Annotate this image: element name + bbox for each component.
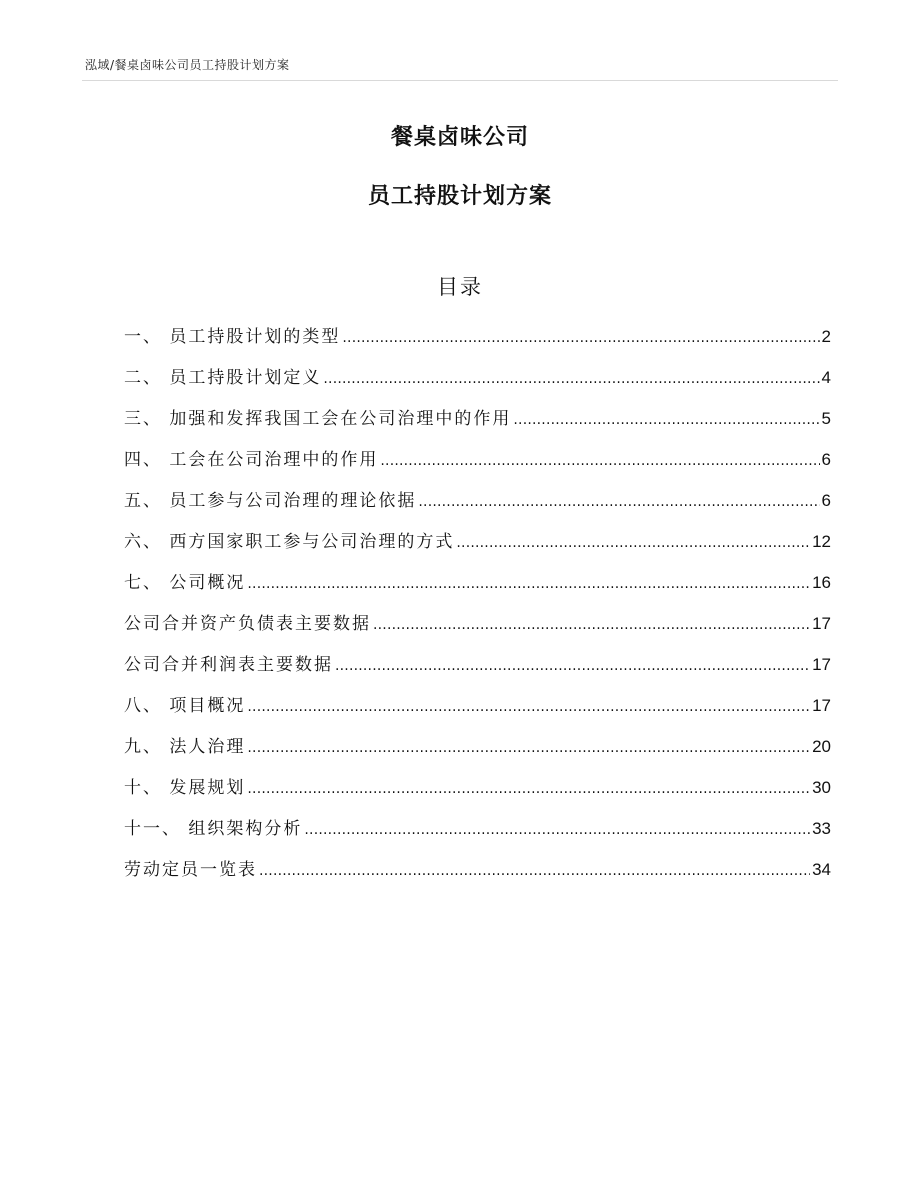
toc-dot-leader: [456, 527, 810, 558]
toc-dot-leader: [247, 773, 810, 804]
toc-entry-title: 员工参与公司治理的理论依据: [169, 491, 417, 511]
toc-dot-leader: [513, 404, 819, 435]
toc-entry-title: 员工持股计划的类型: [169, 327, 341, 347]
toc-dot-leader: [247, 568, 810, 599]
toc-entry-page-number: 6: [821, 491, 831, 510]
toc-entry-number: 二、: [124, 368, 170, 388]
toc-dot-leader: [373, 609, 810, 640]
toc-entry-number: 九、: [124, 737, 170, 757]
toc-heading: 目录: [437, 275, 483, 299]
toc-entry-page-number: 16: [812, 573, 831, 592]
toc-entry[interactable]: [124, 527, 831, 568]
toc-entry-page-number: 2: [821, 327, 831, 346]
toc-entry-page-number: 5: [821, 409, 831, 428]
toc-entry-title: 西方国家职工参与公司治理的方式: [169, 532, 455, 552]
toc-entry-page-number: 30: [812, 778, 831, 797]
toc-dot-leader: [323, 363, 819, 394]
toc-entry-title: 公司概况: [169, 573, 246, 593]
toc-entry-number: 六、: [124, 532, 170, 552]
toc-entry[interactable]: [124, 322, 831, 363]
toc-entry-title: 员工持股计划定义: [169, 368, 322, 388]
toc-entry-title: 项目概况: [169, 696, 246, 716]
toc-entry-number: 五、: [124, 491, 170, 511]
toc-dot-leader: [304, 814, 810, 845]
document-subtitle: 员工持股计划方案: [367, 184, 552, 209]
toc-dot-leader: [247, 691, 810, 722]
toc-entry[interactable]: [124, 773, 831, 814]
toc-entry[interactable]: [124, 404, 831, 445]
toc-dot-leader: [418, 486, 819, 517]
toc-entry-title: 工会在公司治理中的作用: [169, 450, 379, 470]
toc-entry-number: 三、: [124, 409, 170, 429]
toc-entry-number: 八、: [124, 696, 170, 716]
toc-entry-page-number: 12: [812, 532, 831, 551]
toc-entry-page-number: 17: [812, 696, 831, 715]
toc-dot-leader: [259, 855, 810, 886]
toc-entry-page-number: 34: [812, 860, 831, 879]
toc-entry-number: 十、: [124, 778, 170, 798]
toc-entry-page-number: 17: [812, 614, 831, 633]
toc-entry-title: 发展规划: [169, 778, 246, 798]
toc-entry-page-number: 20: [812, 737, 831, 756]
toc-entry-title: 公司合并资产负债表主要数据: [124, 614, 371, 634]
toc-entry-number: 十一、: [124, 819, 189, 839]
toc-entry-title: 加强和发挥我国工会在公司治理中的作用: [169, 409, 512, 429]
toc-entry[interactable]: [124, 363, 831, 404]
header-divider: [82, 80, 838, 81]
toc-entry[interactable]: [124, 814, 831, 855]
toc-entry-page-number: 33: [812, 819, 831, 838]
toc-dot-leader: [380, 445, 819, 476]
toc-entry[interactable]: [124, 445, 831, 486]
toc-entry-number: 四、: [124, 450, 170, 470]
toc-entry-title: 劳动定员一览表: [124, 860, 257, 880]
table-of-contents: [124, 322, 831, 896]
toc-entry-number: 七、: [124, 573, 170, 593]
toc-entry-title: 组织架构分析: [188, 819, 303, 839]
toc-entry-page-number: 6: [821, 450, 831, 469]
toc-entry-page-number: 4: [821, 368, 831, 387]
toc-entry-number: 一、: [124, 327, 170, 347]
toc-entry[interactable]: [124, 650, 831, 691]
toc-entry[interactable]: [124, 855, 831, 896]
document-title: 餐桌卤味公司: [390, 125, 529, 150]
toc-entry[interactable]: [124, 486, 831, 527]
toc-entry-title: 法人治理: [169, 737, 246, 757]
toc-entry-title: 公司合并利润表主要数据: [124, 655, 333, 675]
toc-entry[interactable]: [124, 691, 831, 732]
toc-dot-leader: [335, 650, 810, 681]
toc-entry-page-number: 17: [812, 655, 831, 674]
toc-dot-leader: [247, 732, 810, 763]
running-header: 泓域/餐桌卤味公司员工持股计划方案: [85, 58, 290, 72]
toc-dot-leader: [342, 322, 819, 353]
toc-entry[interactable]: [124, 568, 831, 609]
toc-entry[interactable]: [124, 609, 831, 650]
toc-entry[interactable]: [124, 732, 831, 773]
